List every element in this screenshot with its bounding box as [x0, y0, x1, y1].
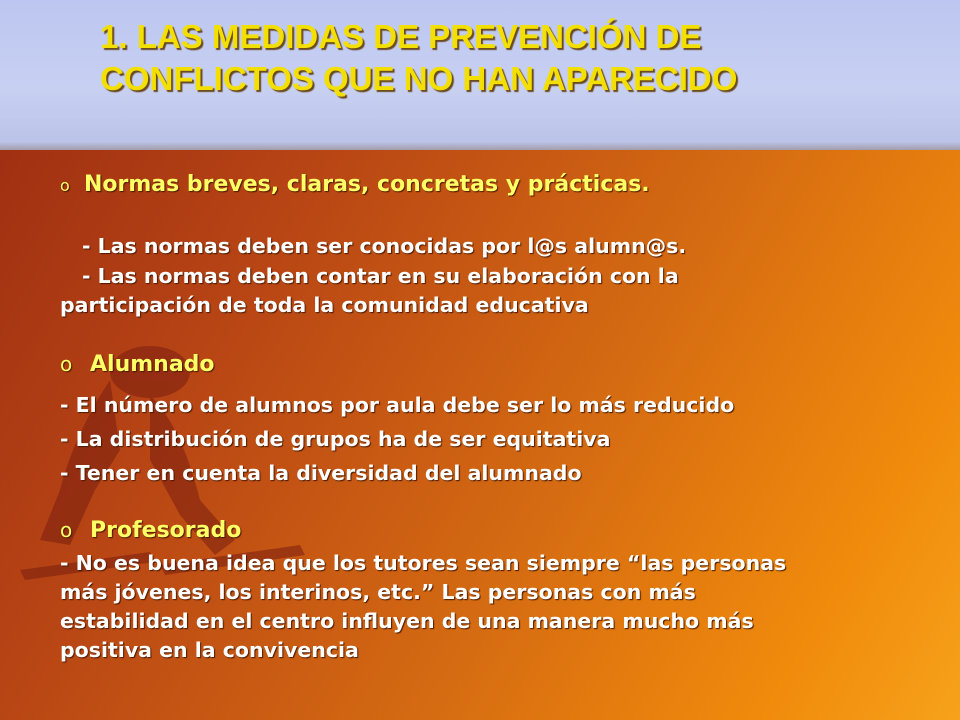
alumnado-line-2: - La distribución de grupos ha de ser equitativa: [60, 427, 611, 451]
title-band: [0, 0, 960, 150]
profesorado-heading-row: [60, 518, 241, 543]
title-line-2: CONFLICTOS QUE NO HAN APARECIDO: [100, 60, 738, 97]
bullet-icon: o: [60, 176, 70, 195]
normas-line-3: participación de toda la comunidad educativa: [60, 293, 589, 317]
normas-line-1: - Las normas deben ser conocidas por l@s alumn@s.: [82, 234, 687, 258]
normas-heading-row: [60, 172, 650, 197]
title-line-1: 1. LAS MEDIDAS DE PREVENCIÓN DE: [100, 18, 702, 55]
profesorado-line-3: estabilidad en el centro influyen de una manera mucho más: [60, 609, 754, 633]
alumnado-heading-row: [60, 352, 215, 377]
alumnado-line-3: - Tener en cuenta la diversidad del alumnado: [60, 461, 582, 485]
normas-line-2: - Las normas deben contar en su elaboración con la: [82, 264, 679, 288]
bullet-icon: o: [60, 352, 73, 376]
alumnado-heading: Alumnado: [90, 352, 215, 377]
profesorado-line-1: - No es buena idea que los tutores sean siempre “las personas: [60, 551, 787, 575]
slide-title: [100, 16, 900, 100]
bullet-icon: o: [60, 518, 73, 542]
profesorado-line-4: positiva en la convivencia: [60, 638, 359, 662]
normas-heading: Normas breves, claras, concretas y prácticas.: [84, 172, 650, 197]
alumnado-line-1: - El número de alumnos por aula debe ser lo más reducido: [60, 393, 735, 417]
profesorado-heading: Profesorado: [90, 518, 242, 543]
profesorado-line-2: más jóvenes, los interinos, etc.” Las personas con más: [60, 580, 696, 604]
